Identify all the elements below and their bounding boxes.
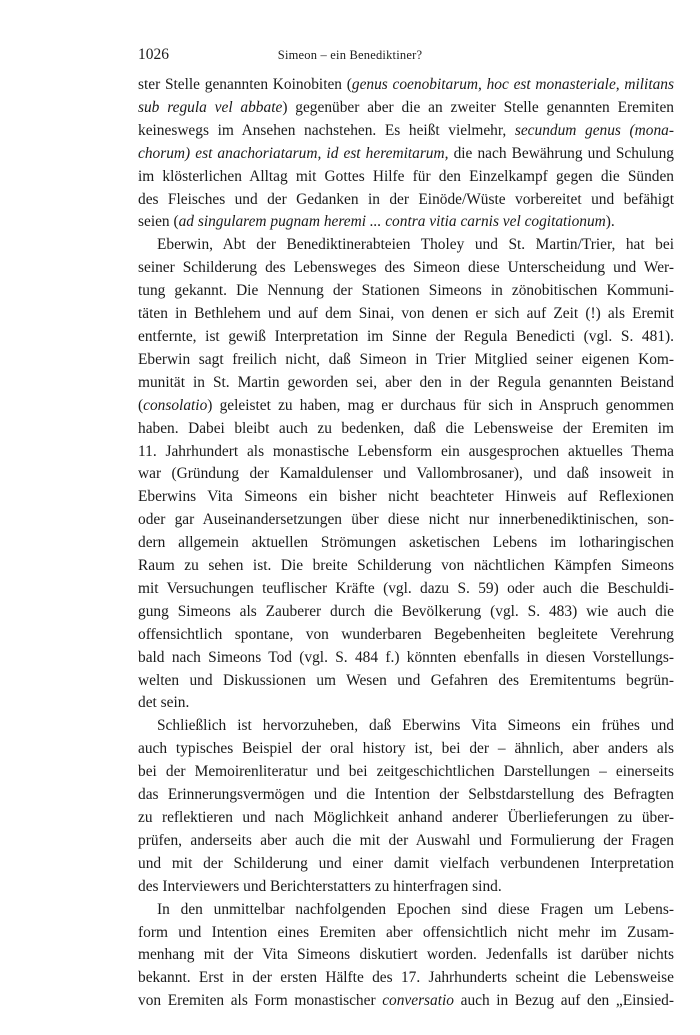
text-line: sub regula vel abbate) gegenüber aber die an zweiter Stelle genannten Eremiten [138, 98, 674, 116]
text-line: form und Intention eines Eremiten aber offensichtlich nicht mehr im Zusam- [138, 923, 674, 941]
text-line: welten und Diskussionen um Wesen und Gefahren des Eremitentums begrün- [138, 671, 674, 689]
text-line: von Eremiten als Form monastischer conversatio auch in Bezug auf den „Einsied- [138, 992, 674, 1010]
text-line: 11. Jahrhundert als monastische Lebensform ein ausgesprochen aktuelles Thema [138, 442, 674, 460]
text-line: ster Stelle genannten Koinobiten (genus coenobitarum, hoc est monasteriale, militans [138, 76, 674, 93]
text-line: Eberwin sagt freilich nicht, daß Simeon in Trier Mitglied seiner eigenen Kom- [138, 350, 674, 368]
text-line: menhang mit der Vita Simeons diskutiert worden. Jedenfalls ist darüber nichts [138, 946, 674, 964]
text-line: keineswegs im Ansehen nachstehen. Es heißt vielmehr, secundum genus (mona- [138, 121, 674, 139]
paragraph [138, 234, 674, 715]
latin-quote: genus coenobitarum, hoc est monasteriale, militans [351, 76, 674, 93]
text-line: tung gekannt. Die Nennung der Stationen Simeons in zönobitischen Kommuni- [138, 282, 674, 300]
text-line: des Interviewers und Berichterstatters zu hinterfragen sind. [138, 877, 502, 895]
text-line: Eberwin, Abt der Benediktinerabteien Tholey und St. Martin/Trier, hat bei [157, 236, 674, 254]
text-line: det sein. [138, 694, 190, 712]
latin-quote: chorum) est anachoriatarum, id est heremitarum, [138, 144, 449, 162]
text-line: auch typisches Beispiel der oral history ist, bei der – ähnlich, aber anders als [138, 740, 674, 758]
text-line: (consolatio) geleistet zu haben, mag er durchaus für sich in Anspruch genommen [138, 396, 674, 414]
text-line: dern allgemein aktuellen Strömungen asketischen Lebens im lotharingischen [138, 534, 674, 552]
text-line: das Erinnerungsvermögen und die Intention der Selbstdarstellung des Befragten [138, 786, 674, 804]
text-line: mit Versuchungen teuflischer Kräfte (vgl. dazu S. 59) oder auch die Beschuldi- [138, 579, 674, 597]
text-line: im klösterlichen Alltag mit Gottes Hilfe für den Einzelkampf gegen die Sünden [138, 167, 674, 185]
latin-quote: conversatio [382, 992, 454, 1010]
latin-quote: consolatio [143, 396, 208, 414]
latin-quote: ad singularem pugnam heremi ... contra vitia carnis vel cogitationum [178, 213, 606, 231]
text-line: oder gar Auseinandersetzungen über diese nicht nur innerbenediktinischen, son- [138, 511, 674, 529]
paragraph [138, 74, 674, 234]
latin-quote: secundum genus (mona- [514, 121, 674, 139]
running-title: Simeon – ein Benediktiner? [277, 48, 423, 62]
text-line: gung Simeons als Zauberer durch die Bevölkerung (vgl. S. 483) wie auch die [138, 602, 674, 620]
text-line: munität in St. Martin geworden sei, aber den in der Regula genannten Beistand [138, 373, 674, 391]
page-header [138, 46, 562, 68]
text-line: bald nach Simeons Tod (vgl. S. 484 f.) könnten ebenfalls in diesen Vorstellungs- [138, 648, 674, 666]
text-line: seiner Schilderung des Lebensweges des Simeon diese Unterscheidung und Wer- [138, 259, 674, 277]
text-line: Raum zu sehen ist. Die breite Schilderung von nächtlichen Kämpfen Simeons [138, 557, 674, 575]
body-text [138, 74, 674, 1013]
text-line: entfernte, ist gewiß Interpretation im Sinne der Regula Benedicti (vgl. S. 481). [138, 327, 674, 345]
text-line: zu reflektieren und nach Möglichkeit anhand anderer Überlieferungen zu über- [138, 809, 674, 826]
paragraph [138, 899, 674, 1014]
text-line: Eberwins Vita Simeons ein bisher nicht beachteter Hinweis auf Reflexionen [138, 488, 674, 506]
page-number: 1026 [138, 46, 169, 63]
text-line: und mit der Schilderung und einer damit vielfach verbundenen Interpretation [138, 854, 674, 872]
text-line: bekannt. Erst in der ersten Hälfte des 17. Jahrhunderts scheint die Lebensweise [138, 969, 674, 987]
latin-quote: sub regula vel abbate [138, 98, 283, 116]
text-line: des Fleisches und der Gedanken in der Einöde/Wüste vorbereitet und befähigt [138, 190, 674, 208]
text-line: bei der Memoirenliteratur und bei zeitgeschichtlichen Darstellungen – einerseits [138, 763, 674, 781]
text-line: In den unmittelbar nachfolgenden Epochen sind diese Fragen um Lebens- [157, 900, 674, 918]
text-line: Schließlich ist hervorzuheben, daß Eberwins Vita Simeons ein frühes und [157, 717, 674, 735]
text-line: prüfen, anderseits aber auch die mit der Auswahl und Formulierung der Fragen [138, 831, 674, 849]
text-line: täten in Bethlehem und auf dem Sinai, von denen er sich auf Zeit (!) als Eremit [138, 305, 674, 323]
text-line: offensichtlich spontane, von wunderbaren Begebenheiten begleitete Verehrung [138, 625, 674, 643]
text-line: seien (ad singularem pugnam heremi ... contra vitia carnis vel cogitationum). [138, 213, 615, 231]
text-line: war (Gründung der Kamaldulenser und Vallombrosaner), und daß insoweit in [138, 465, 674, 483]
text-line: haben. Dabei bleibt auch zu bedenken, daß die Lebensweise der Eremiten im [138, 419, 674, 437]
text-line: chorum) est anachoriatarum, id est heremitarum, die nach Bewährung und Schulung [138, 144, 674, 162]
paragraph [138, 715, 674, 898]
